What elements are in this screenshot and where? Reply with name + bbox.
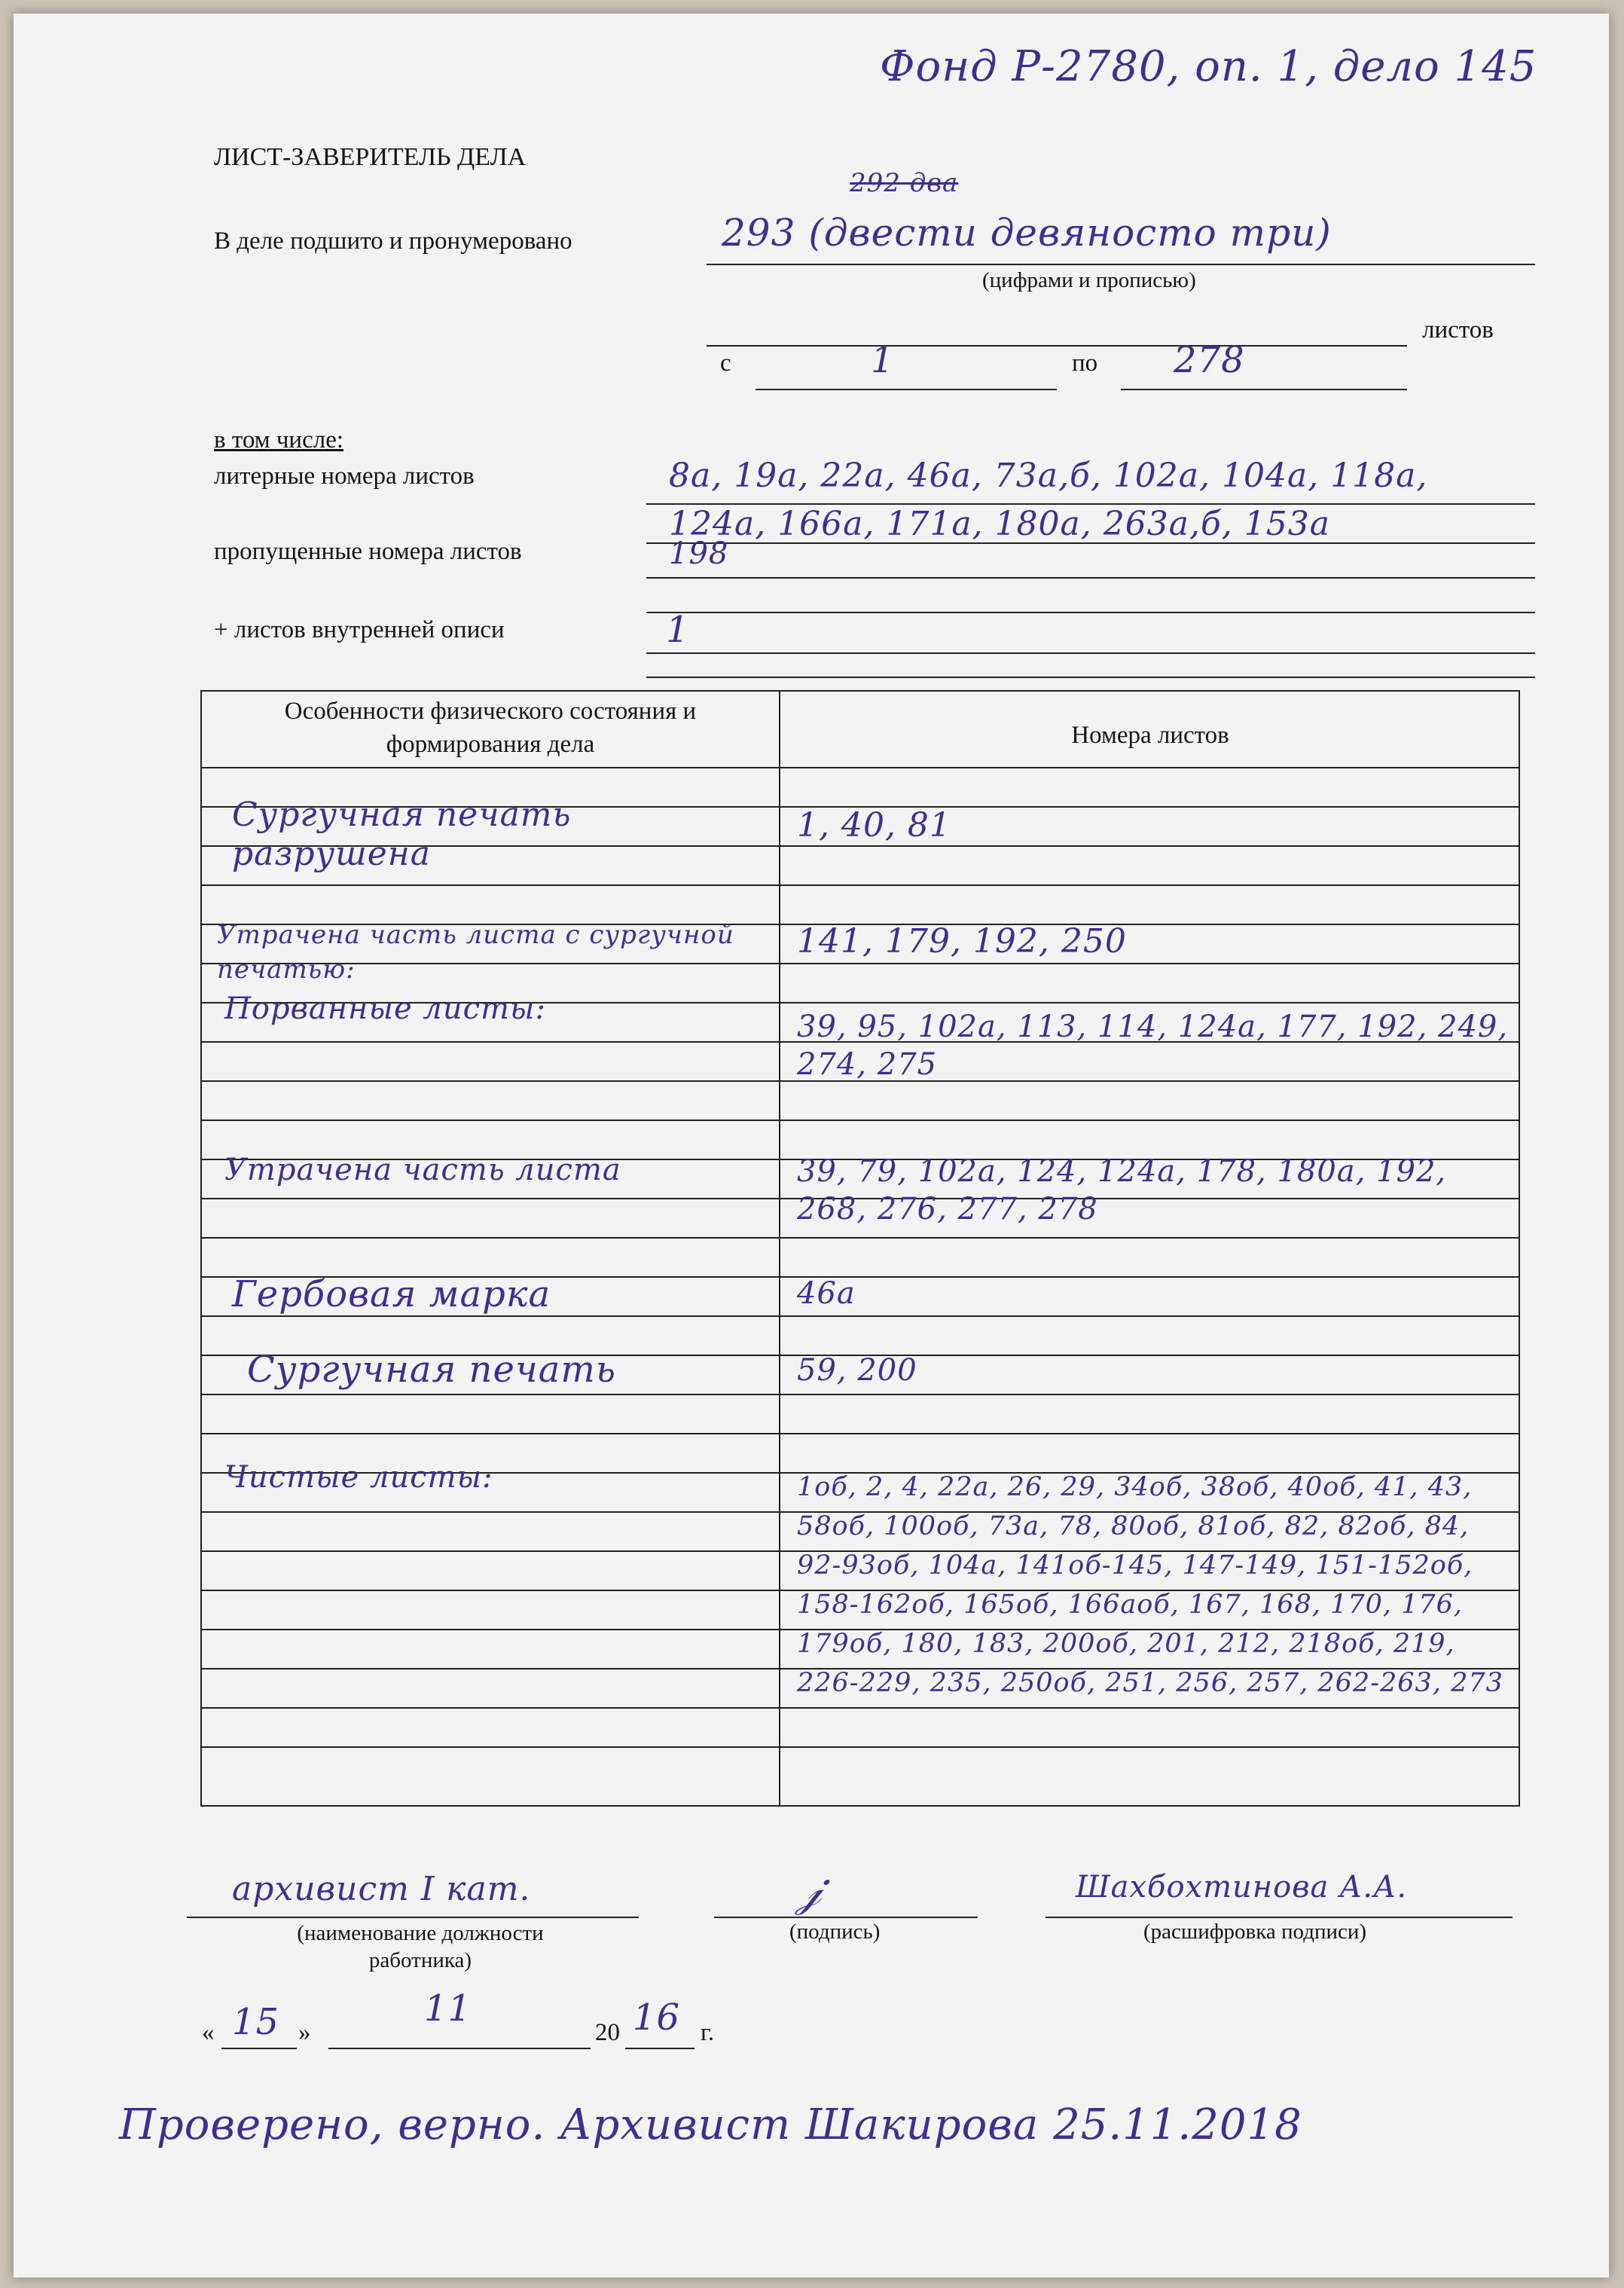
from-line bbox=[756, 389, 1057, 390]
sheets-line bbox=[707, 345, 1407, 347]
row-feature-4: Утрачена часть листа bbox=[224, 1153, 621, 1187]
sign-line bbox=[714, 1917, 978, 1918]
to-value: 278 bbox=[1174, 339, 1245, 381]
row-feature-6: Сургучная печать bbox=[247, 1349, 616, 1391]
table-rule bbox=[202, 884, 1519, 886]
table-rule bbox=[202, 1237, 1519, 1239]
archive-reference: Фонд Р-2780, оп. 1, дело 145 bbox=[880, 42, 1537, 91]
sewn-value-struck: 292 два bbox=[850, 168, 959, 198]
row-feature-3: Порванные листы: bbox=[224, 991, 546, 1026]
row-sheets-4: 39, 79, 102а, 124, 124а, 178, 180а, 192, 268, 276, 277, 278 bbox=[797, 1154, 1447, 1226]
missing-numbers-line-2 bbox=[646, 612, 1535, 613]
table-rule bbox=[202, 1746, 1519, 1748]
document-sheet bbox=[14, 14, 1609, 2277]
row-sheets-6: 59, 200 bbox=[797, 1353, 917, 1388]
position-caption: (наименование должности работника) bbox=[297, 1921, 544, 1972]
from-label: с bbox=[720, 350, 731, 377]
position-line bbox=[187, 1917, 639, 1918]
row-sheets-7: 1об, 2, 4, 22а, 26, 29, 34об, 38об, 40об, 41, 43, 58об, 100об, 73а, 78, 80об, 81об, 82, 82об, 84, 92-93об, 104а, 141об-145, 147-149, 151-152об, 158-162об, 165об, 166аоб, 167, 168, 170, 176, 179об, 180, 183, 200об, 201, 212, 218об, 219, 226-229, 235, 250об, 251, 256, 257, 262-263, 273 bbox=[797, 1472, 1503, 1698]
decode-line bbox=[1046, 1917, 1513, 1918]
physical-condition-table bbox=[200, 690, 1520, 1807]
date-year-line bbox=[625, 2048, 694, 2049]
column-separator bbox=[779, 692, 780, 1805]
row-sheets-3: 39, 95, 102а, 113, 114, 124а, 177, 192, 249, 274, 275 bbox=[797, 1010, 1509, 1082]
date-year-suffix: 16 bbox=[633, 1996, 681, 2039]
including-label: в том числе: bbox=[214, 426, 344, 454]
to-label: по bbox=[1072, 350, 1098, 377]
inventory-line-1 bbox=[646, 652, 1535, 654]
date-day-line bbox=[221, 2048, 297, 2049]
sewn-caption: (цифрами и прописью) bbox=[982, 268, 1196, 292]
row-feature-5: Гербовая марка bbox=[232, 1273, 551, 1315]
sewn-label: В деле подшито и пронумеровано bbox=[214, 228, 572, 255]
letter-numbers-line-2 bbox=[646, 542, 1535, 544]
signature-mark: 𝒿 bbox=[797, 1864, 823, 1917]
to-line bbox=[1121, 389, 1407, 390]
missing-numbers-line-1 bbox=[646, 577, 1535, 579]
verification-note: Проверено, верно. Архивист Шакирова 25.11.2018 bbox=[119, 2100, 1302, 2149]
table-rule bbox=[202, 1120, 1519, 1121]
table-rule bbox=[202, 1707, 1519, 1709]
row-feature-7: Чистые листы: bbox=[224, 1460, 493, 1495]
row-sheets-5: 46а bbox=[797, 1276, 856, 1311]
row-feature-1: Сургучная печать разрушена bbox=[232, 796, 572, 873]
letter-numbers-label: литерные номера листов bbox=[214, 463, 475, 490]
sign-caption: (подпись) bbox=[789, 1920, 881, 1944]
inventory-value: 1 bbox=[666, 609, 690, 651]
date-year-prefix: 20 bbox=[595, 2019, 620, 2046]
row-sheets-2: 141, 179, 192, 250 bbox=[797, 922, 1127, 961]
position-value: архивист I кат. bbox=[232, 1870, 531, 1908]
missing-numbers-value: 198 bbox=[669, 536, 729, 571]
table-rule bbox=[202, 767, 1519, 768]
inventory-label: + листов внутренней описи bbox=[214, 616, 505, 643]
date-close-quote: » bbox=[298, 2019, 311, 2046]
date-day: 15 bbox=[232, 2001, 280, 2043]
date-year-word: г. bbox=[701, 2019, 715, 2046]
date-open-quote: « bbox=[202, 2019, 215, 2046]
inventory-line-2 bbox=[646, 677, 1535, 678]
row-feature-2: Утрачена часть листа с сургучной печатью: bbox=[217, 920, 734, 985]
document-title: ЛИСТ-ЗАВЕРИТЕЛЬ ДЕЛА bbox=[214, 143, 527, 171]
letter-numbers-value-2: 124а, 166а, 171а, 180а, 263а,б, 153а bbox=[669, 505, 1330, 543]
decode-caption: (расшифровка подписи) bbox=[1143, 1920, 1367, 1944]
sewn-line bbox=[707, 264, 1535, 265]
date-month-line bbox=[328, 2048, 591, 2049]
date-month: 11 bbox=[424, 1987, 472, 2030]
missing-numbers-label: пропущенные номера листов bbox=[214, 538, 522, 565]
decode-value: Шахбохтинова А.А. bbox=[1076, 1870, 1408, 1905]
table-rule bbox=[202, 1433, 1519, 1434]
table-header-sheets: Номера листов bbox=[1071, 722, 1229, 749]
table-rule bbox=[202, 1315, 1519, 1317]
row-sheets-1: 1, 40, 81 bbox=[797, 806, 951, 845]
letter-numbers-value-1: 8а, 19а, 22а, 46а, 73а,б, 102а, 104а, 118а, bbox=[669, 457, 1428, 495]
from-value: 1 bbox=[871, 339, 895, 381]
sewn-value: 293 (двести девяносто три) bbox=[722, 211, 1332, 255]
table-rule bbox=[202, 1394, 1519, 1395]
table-header-feature: Особенности физического состояния и формирования дела bbox=[284, 698, 697, 758]
sheets-word: листов bbox=[1422, 316, 1494, 344]
